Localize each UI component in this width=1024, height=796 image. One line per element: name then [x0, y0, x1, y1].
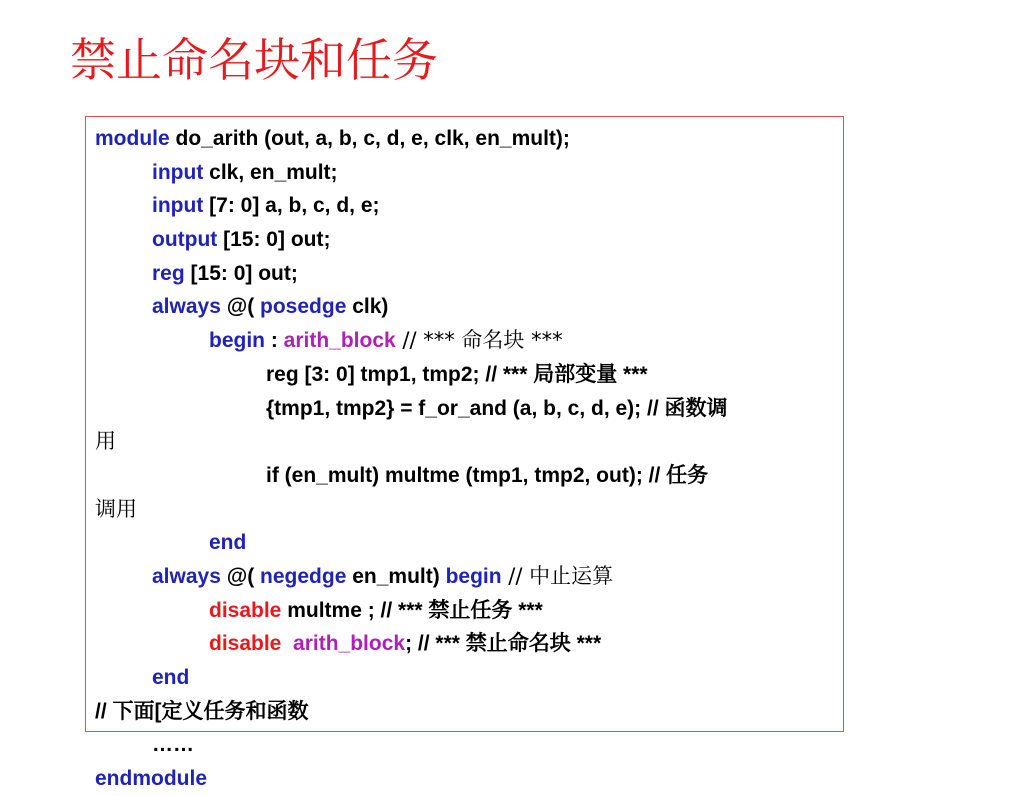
code-text: do_arith (out, a, b, c, d, e, clk, en_mult);	[169, 127, 570, 150]
code-text: {tmp1, tmp2} = f_or_and (a, b, c, d, e); // 函数调	[266, 396, 728, 420]
code-line-7	[95, 324, 728, 358]
code-text: reg [3: 0] tmp1, tmp2; // *** 局部变量 ***	[266, 362, 648, 386]
code-line-9	[95, 392, 728, 426]
code-text: @(	[220, 564, 261, 588]
code-line-3	[95, 189, 728, 223]
code-comment: // 中止运算	[501, 563, 614, 588]
code-line-17	[95, 728, 728, 762]
code-text: [7: 0] a, b, c, d, e;	[203, 194, 380, 218]
code-text: ; // *** 禁止命名块 ***	[405, 632, 602, 656]
keyword: disable	[209, 598, 282, 622]
code-line-18	[95, 762, 728, 796]
code-text: 用	[95, 429, 116, 454]
code-line-6	[95, 290, 728, 324]
code-line-2	[95, 156, 728, 190]
code-comment: // *** 命名块 ***	[395, 328, 563, 353]
code-listing	[95, 122, 728, 796]
block-name: arith_block	[283, 329, 396, 353]
code-text: [15: 0] out;	[217, 228, 331, 252]
code-text: en_mult)	[346, 564, 446, 588]
keyword: end	[152, 666, 190, 689]
keyword: module	[95, 127, 170, 150]
keyword: posedge	[260, 295, 347, 319]
keyword: disable	[209, 632, 282, 656]
keyword: always	[152, 564, 221, 588]
code-text: clk, en_mult;	[203, 160, 338, 184]
code-line-16	[95, 695, 728, 729]
keyword: reg	[152, 261, 185, 285]
code-comment: // 下面[定义任务和函数	[95, 699, 309, 723]
keyword: negedge	[260, 564, 347, 588]
code-text: multme ; // *** 禁止任务 ***	[281, 598, 543, 622]
code-line-10-wrap	[95, 493, 728, 527]
code-text: if (en_mult) multme (tmp1, tmp2, out); // 任务	[266, 463, 709, 487]
slide-title: 禁止命名块和任务	[70, 33, 438, 87]
code-text: 调用	[95, 496, 137, 521]
keyword: begin	[209, 329, 265, 353]
code-line-4	[95, 223, 728, 257]
keyword: always	[152, 295, 221, 319]
keyword: input	[152, 194, 204, 218]
code-line-9-wrap	[95, 425, 728, 459]
code-line-15	[95, 661, 728, 695]
keyword: input	[152, 160, 204, 184]
code-line-10	[95, 459, 728, 493]
block-name: arith_block	[293, 632, 406, 656]
keyword: endmodule	[95, 767, 208, 791]
keyword: begin	[445, 564, 502, 588]
code-text: @(	[220, 295, 261, 319]
code-line-1	[95, 122, 728, 156]
code-line-11	[95, 526, 728, 560]
keyword: output	[152, 228, 218, 252]
code-text: ……	[152, 733, 194, 757]
code-text: :	[265, 329, 284, 353]
keyword: end	[209, 531, 247, 555]
code-line-13	[95, 594, 728, 628]
code-text: clk)	[346, 295, 389, 319]
code-line-12	[95, 560, 728, 594]
code-line-14	[95, 627, 728, 661]
code-line-5	[95, 257, 728, 291]
code-line-8	[95, 358, 728, 392]
code-text: [15: 0] out;	[184, 261, 298, 285]
